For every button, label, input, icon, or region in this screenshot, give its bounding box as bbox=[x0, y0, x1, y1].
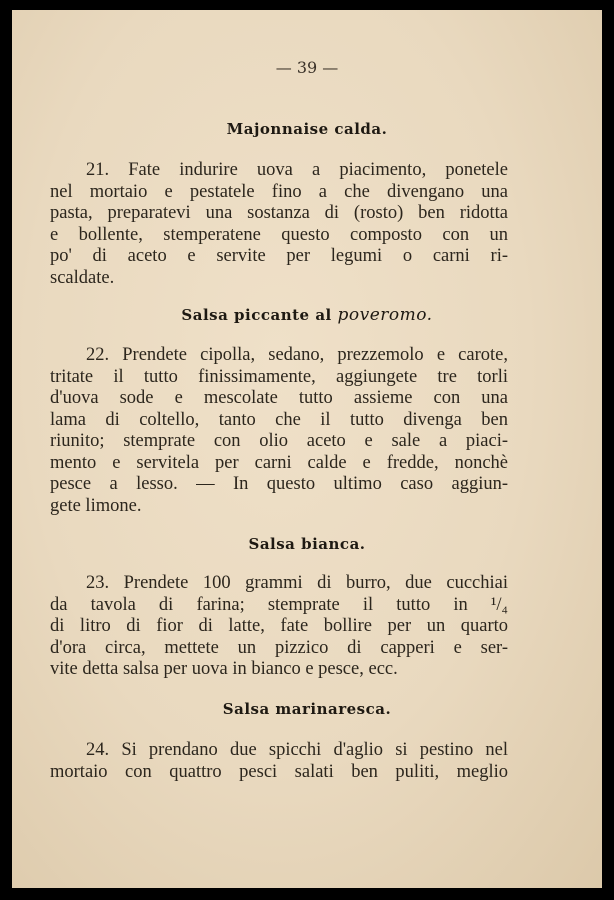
heading-italic-part: poveromo. bbox=[337, 305, 433, 325]
text-line: mortaio con quattro pesci salati ben puliti, meglio bbox=[50, 761, 508, 782]
recipe-paragraph-21 bbox=[50, 160, 508, 289]
text-line: pasta, preparatevi una sostanza di (rosto) ben ridotta bbox=[50, 203, 508, 223]
recipe-heading-salsa-bianca: Salsa bianca. bbox=[248, 535, 366, 553]
text-line: tritate il tutto finissimamente, aggiungete tre torli bbox=[50, 366, 508, 387]
text-line: nel mortaio e pestatele fino a che divengano una bbox=[50, 181, 508, 202]
text-line: lama di coltello, tanto che il tutto divenga ben bbox=[50, 409, 508, 430]
text-line: 23. Prendete 100 grammi di burro, due cucchiai bbox=[86, 573, 508, 593]
text-line: mento e servitela per carni calde e fredde, nonchè bbox=[50, 452, 508, 473]
page-number: — 39 — bbox=[275, 58, 339, 77]
text-line: da tavola di farina; stemprate il tutto in ¹/₄ bbox=[50, 594, 508, 615]
text-line: d'ora circa, mettete un pizzico di capperi e ser- bbox=[50, 637, 508, 658]
text-line: d'uova sode e mescolate tutto assieme con una bbox=[50, 388, 508, 408]
text-line: di litro di fior di latte, fate bollire per un quarto bbox=[50, 616, 508, 636]
recipe-paragraph-23 bbox=[50, 573, 508, 681]
text-line: e bollente, stemperatene questo composto con un bbox=[50, 224, 508, 245]
text-line: vite detta salsa per uova in bianco e pesce, ecc. bbox=[50, 659, 398, 679]
recipe-heading-salsa-piccante bbox=[12, 305, 602, 325]
text-line: riunito; stemprate con olio aceto e sale a piaci- bbox=[50, 431, 508, 451]
recipe-paragraph-24 bbox=[50, 740, 508, 783]
recipe-heading-majonnaise-calda: Majonnaise calda. bbox=[226, 120, 388, 138]
text-line: 21. Fate indurire uova a piacimento, ponetele bbox=[86, 160, 508, 180]
text-line: gete limone. bbox=[50, 495, 142, 516]
text-line: 22. Prendete cipolla, sedano, prezzemolo e carote, bbox=[86, 345, 508, 365]
text-line: pesce a lesso. — In questo ultimo caso aggiun- bbox=[50, 474, 508, 494]
text-line: scaldate. bbox=[50, 267, 115, 288]
recipe-paragraph-22 bbox=[50, 345, 508, 517]
heading-bold-part: Salsa piccante al bbox=[181, 306, 332, 324]
recipe-heading-salsa-marinaresca: Salsa marinaresca. bbox=[222, 700, 392, 718]
text-line: po' di aceto e servite per legumi o carni ri- bbox=[50, 246, 508, 266]
text-line: 24. Si prendano due spicchi d'aglio si pestino nel bbox=[86, 740, 508, 760]
book-page bbox=[12, 10, 602, 888]
